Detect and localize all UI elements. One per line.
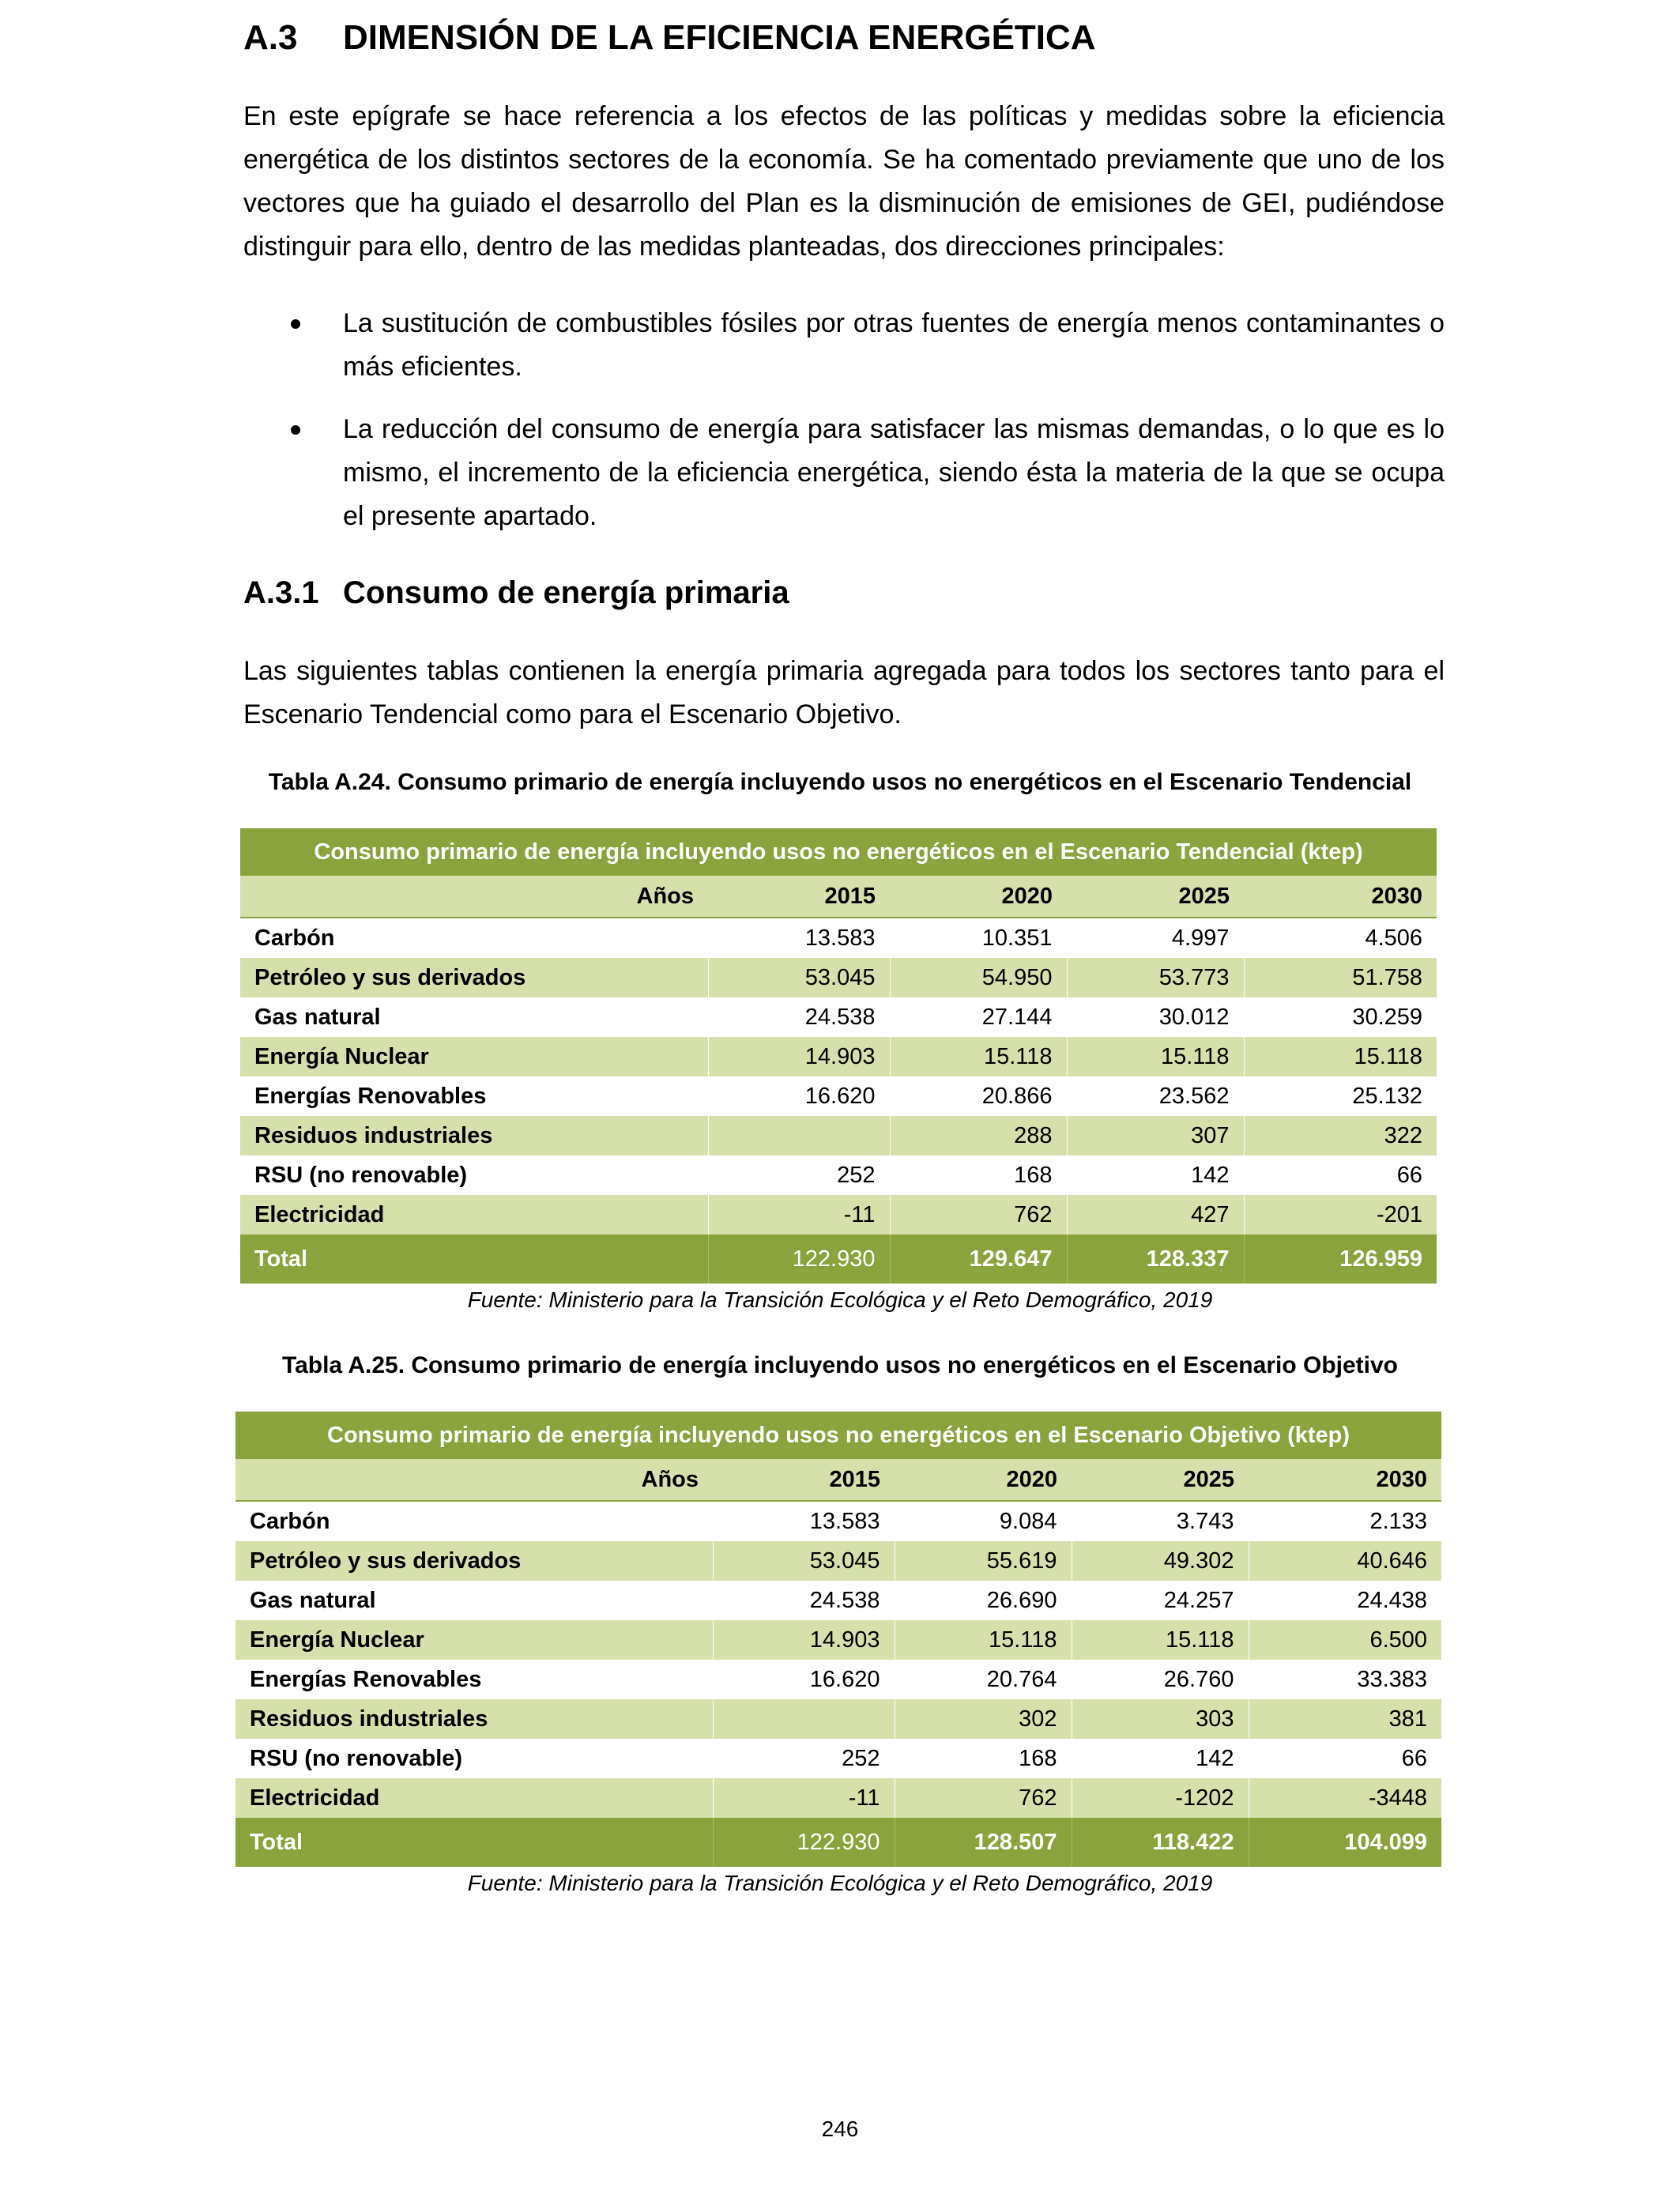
cell-value: 20.764 xyxy=(895,1660,1072,1699)
total-row xyxy=(235,1818,1441,1867)
bullet-text: La reducción del consumo de energía para satisfacer las mismas demandas, o lo que es lo mismo, el incremento de la eficiencia energética, siendo ésta la materia de la que se ocupa el presente apartado. xyxy=(343,414,1445,531)
table-row xyxy=(235,1581,1441,1620)
row-label: Petróleo y sus derivados xyxy=(240,958,708,997)
row-label: Gas natural xyxy=(254,1004,381,1030)
section-heading xyxy=(243,14,1445,62)
bullet-item xyxy=(243,302,1445,389)
cell-value: 3.743 xyxy=(1072,1501,1249,1541)
cell-value: 762 xyxy=(895,1778,1072,1818)
row-label: Residuos industriales xyxy=(240,1116,708,1155)
cell-value: 4.506 xyxy=(1244,918,1437,958)
year-header: 2025 xyxy=(1072,1459,1249,1501)
cell-value: 288 xyxy=(890,1116,1067,1155)
bullet-icon xyxy=(291,425,300,435)
table-row xyxy=(240,1155,1437,1195)
cell-value: 23.562 xyxy=(1067,1076,1244,1116)
cell-value: 168 xyxy=(890,1155,1067,1195)
subsection-number: A.3.1 xyxy=(243,575,319,610)
table-row xyxy=(235,1739,1441,1778)
cell-value: -1202 xyxy=(1072,1778,1249,1818)
cell-value: 15.118 xyxy=(895,1620,1072,1660)
cell-value: 51.758 xyxy=(1244,958,1437,997)
row-label: Gas natural xyxy=(250,1587,376,1613)
cell-value: 168 xyxy=(895,1739,1072,1778)
row-label: Electricidad xyxy=(240,1195,708,1235)
cell-value: 24.257 xyxy=(1072,1581,1249,1620)
cell-value: 16.620 xyxy=(713,1660,895,1699)
table2 xyxy=(235,1412,1441,1867)
cell-value: 66 xyxy=(1249,1739,1441,1778)
cell-value: 302 xyxy=(895,1699,1072,1739)
table1-title: Consumo primario de energía incluyendo usos no energéticos en el Escenario Tendencial (ktep) xyxy=(240,828,1437,876)
total-value: 129.647 xyxy=(890,1235,1067,1284)
cell-value: 142 xyxy=(1067,1155,1244,1195)
cell-value: 2.133 xyxy=(1249,1501,1441,1541)
table-row xyxy=(240,958,1437,997)
cell-value: 14.903 xyxy=(713,1620,895,1660)
cell-value: 15.118 xyxy=(890,1037,1067,1076)
cell-value: 25.132 xyxy=(1244,1076,1437,1116)
cell-value: 9.084 xyxy=(895,1501,1072,1541)
cell-value: 15.118 xyxy=(1244,1037,1437,1076)
table-row xyxy=(240,997,1437,1037)
cell-value: 27.144 xyxy=(890,997,1067,1037)
cell-value: 26.760 xyxy=(1072,1660,1249,1699)
table2-caption: Tabla A.25. Consumo primario de energía incluyendo usos no energéticos en el Escenario Objetivo xyxy=(281,1352,1399,1378)
cell-value: 14.903 xyxy=(708,1037,890,1076)
cell-value: 55.619 xyxy=(895,1541,1072,1581)
cell-value: -3448 xyxy=(1249,1778,1441,1818)
year-header: 2025 xyxy=(1067,876,1244,918)
table-row xyxy=(240,918,1437,958)
cell-value: 13.583 xyxy=(708,918,890,958)
total-value: 128.337 xyxy=(1067,1235,1244,1284)
cell-value: 4.997 xyxy=(1067,918,1244,958)
year-header: 2015 xyxy=(708,876,890,918)
cell-value: 303 xyxy=(1072,1699,1249,1739)
cell-value: 53.045 xyxy=(713,1541,895,1581)
cell-value xyxy=(708,1116,890,1155)
bullet-icon xyxy=(291,319,300,329)
cell-value: 252 xyxy=(713,1739,895,1778)
cell-value: 30.259 xyxy=(1244,997,1437,1037)
cell-value: 427 xyxy=(1067,1195,1244,1235)
cell-value: 53.045 xyxy=(708,958,890,997)
cell-value: 20.866 xyxy=(890,1076,1067,1116)
cell-value: 66 xyxy=(1244,1155,1437,1195)
table-row xyxy=(240,1116,1437,1155)
bullet-item xyxy=(243,408,1445,538)
cell-value: -11 xyxy=(713,1778,895,1818)
table-row xyxy=(235,1778,1441,1818)
cell-value: 26.690 xyxy=(895,1581,1072,1620)
year-header: 2030 xyxy=(1249,1459,1441,1501)
total-label: Total xyxy=(235,1818,713,1867)
cell-value: 142 xyxy=(1072,1739,1249,1778)
cell-value: 15.118 xyxy=(1072,1620,1249,1660)
row-label: Energía Nuclear xyxy=(235,1620,713,1660)
subsection-heading xyxy=(243,571,1445,615)
total-row xyxy=(240,1235,1437,1284)
bullet-text: La sustitución de combustibles fósiles por otras fuentes de energía menos contaminantes o más eficientes. xyxy=(343,308,1445,382)
year-header: 2020 xyxy=(895,1459,1072,1501)
subsection-paragraph: Las siguientes tablas contienen la energía primaria agregada para todos los sectores tanto para el Escenario Tendencial como para el Escenario Objetivo. xyxy=(243,656,1445,729)
year-header: 2015 xyxy=(713,1459,895,1501)
row-label: RSU (no renovable) xyxy=(254,1162,468,1188)
cell-value: 15.118 xyxy=(1067,1037,1244,1076)
page-number: 246 xyxy=(821,2117,859,2141)
table-row xyxy=(240,1195,1437,1235)
table-row xyxy=(235,1699,1441,1739)
cell-value: 40.646 xyxy=(1249,1541,1441,1581)
cell-value: 307 xyxy=(1067,1116,1244,1155)
table-row xyxy=(240,1076,1437,1116)
total-value: 126.959 xyxy=(1244,1235,1437,1284)
table-row xyxy=(235,1620,1441,1660)
bullet-list xyxy=(243,302,1445,538)
cell-value: 16.620 xyxy=(708,1076,890,1116)
cell-value: 322 xyxy=(1244,1116,1437,1155)
row-label: Carbón xyxy=(254,925,335,951)
row-label: Energía Nuclear xyxy=(240,1037,708,1076)
row-label: Energías Renovables xyxy=(254,1083,487,1109)
cell-value: -201 xyxy=(1244,1195,1437,1235)
cell-value: 6.500 xyxy=(1249,1620,1441,1660)
row-label: Residuos industriales xyxy=(235,1699,713,1739)
cell-value: 24.438 xyxy=(1249,1581,1441,1620)
table-row xyxy=(235,1501,1441,1541)
cell-value: 252 xyxy=(708,1155,890,1195)
total-value: 122.930 xyxy=(713,1818,895,1867)
years-label: Años xyxy=(240,876,708,918)
section-title: DIMENSIÓN DE LA EFICIENCIA ENERGÉTICA xyxy=(343,18,1096,57)
table2-source: Fuente: Ministerio para la Transición Ecológica y el Reto Demográfico, 2019 xyxy=(467,1871,1213,1895)
row-label: Carbón xyxy=(250,1508,330,1534)
table1-caption: Tabla A.24. Consumo primario de energía incluyendo usos no energéticos en el Escenario Tendencial xyxy=(268,769,1412,795)
table1 xyxy=(240,828,1437,1284)
cell-value: 53.773 xyxy=(1067,958,1244,997)
row-label: Petróleo y sus derivados xyxy=(235,1541,713,1581)
subsection-title: Consumo de energía primaria xyxy=(343,575,789,610)
total-value: 118.422 xyxy=(1072,1818,1249,1867)
cell-value: 10.351 xyxy=(890,918,1067,958)
cell-value: 13.583 xyxy=(713,1501,895,1541)
year-header: 2030 xyxy=(1244,876,1437,918)
table1-source: Fuente: Ministerio para la Transición Ecológica y el Reto Demográfico, 2019 xyxy=(467,1287,1213,1312)
cell-value: 30.012 xyxy=(1067,997,1244,1037)
cell-value: 33.383 xyxy=(1249,1660,1441,1699)
cell-value: 54.950 xyxy=(890,958,1067,997)
cell-value: 762 xyxy=(890,1195,1067,1235)
table2-title: Consumo primario de energía incluyendo usos no energéticos en el Escenario Objetivo (ktep) xyxy=(235,1412,1441,1459)
years-label: Años xyxy=(235,1459,713,1501)
year-header: 2020 xyxy=(890,876,1067,918)
cell-value: 24.538 xyxy=(713,1581,895,1620)
total-value: 104.099 xyxy=(1249,1818,1441,1867)
cell-value: -11 xyxy=(708,1195,890,1235)
total-value: 122.930 xyxy=(708,1235,890,1284)
table-row xyxy=(240,1037,1437,1076)
table-row xyxy=(235,1660,1441,1699)
total-value: 128.507 xyxy=(895,1818,1072,1867)
cell-value: 49.302 xyxy=(1072,1541,1249,1581)
section-number: A.3 xyxy=(243,18,298,57)
cell-value: 381 xyxy=(1249,1699,1441,1739)
intro-paragraph: En este epígrafe se hace referencia a los efectos de las políticas y medidas sobre la eficiencia energética de los distintos sectores de la economía. Se ha comentado previamente que uno de los vectores que ha guiado el desarrollo del Plan es la disminución de emisiones de GEI, pudiéndose distinguir para ello, dentro de las medidas planteadas, dos direcciones principales: xyxy=(243,101,1445,262)
row-label: Electricidad xyxy=(235,1778,713,1818)
cell-value xyxy=(713,1699,895,1739)
row-label: RSU (no renovable) xyxy=(250,1745,463,1771)
cell-value: 24.538 xyxy=(708,997,890,1037)
row-label: Energías Renovables xyxy=(250,1666,482,1692)
table-row xyxy=(235,1541,1441,1581)
total-label: Total xyxy=(240,1235,708,1284)
